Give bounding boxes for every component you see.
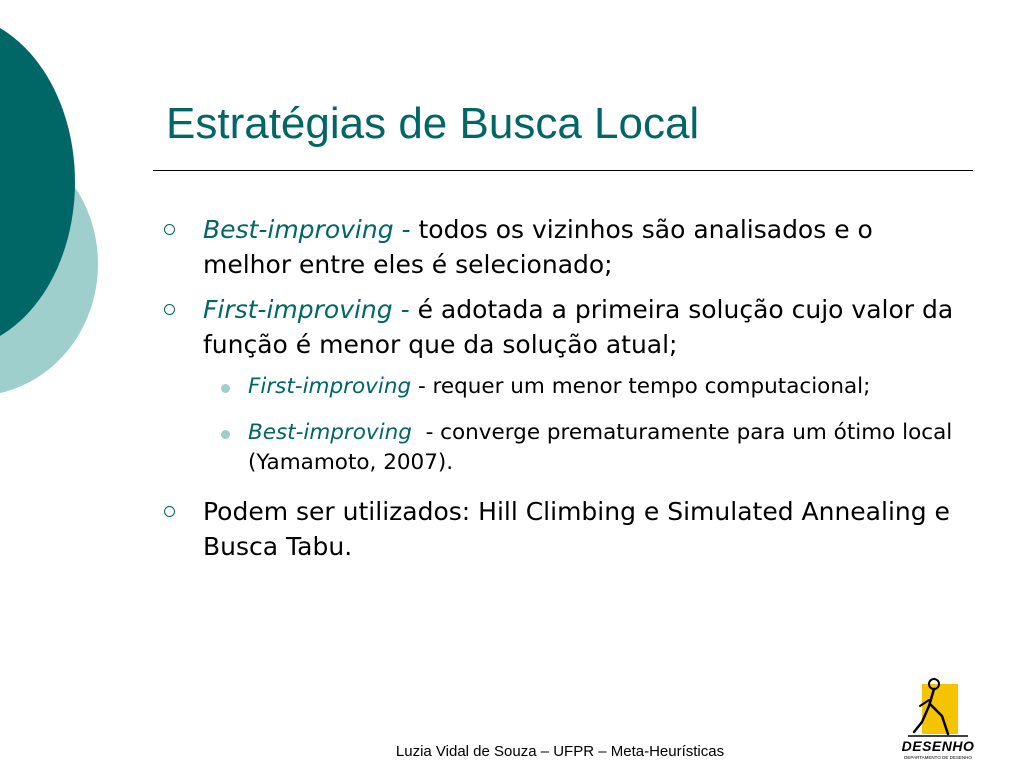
bullet-dot-icon [221, 384, 230, 393]
logo-figure-icon [898, 676, 978, 740]
bullet-text: todos os vizinhos são analisados e o melhor entre eles é selecionado; [203, 215, 873, 279]
bullet-text: Podem ser utilizados: Hill Climbing e Simulated Annealing e Busca Tabu. [203, 497, 950, 561]
bullet-ring-icon [164, 224, 175, 235]
sub-bullet-list [164, 372, 964, 478]
bullet-dot-icon [221, 430, 230, 439]
sub-bullet-term: First-improving [248, 374, 412, 399]
logo-subtitle: DEPARTAMENTO DE DESENHO [904, 755, 972, 760]
sub-bullet-first-improving [164, 372, 964, 402]
sub-bullet-text: - requer um menor tempo computacional; [411, 374, 871, 399]
bullet-term: First-improving - [203, 295, 410, 324]
bullet-best-improving [164, 212, 964, 282]
slide-content [164, 212, 964, 574]
bullet-ring-icon [164, 304, 175, 315]
slide-title: Estratégias de Busca Local [166, 99, 700, 148]
slide-footer: Luzia Vidal de Souza – UFPR – Meta-Heurísticas [395, 743, 725, 760]
bullet-first-improving [164, 292, 964, 362]
title-divider [153, 170, 973, 171]
bullet-term: Best-improving - [203, 215, 411, 244]
bullet-ring-icon [164, 506, 175, 517]
department-logo [898, 676, 978, 764]
bullet-algorithms [164, 494, 964, 564]
sub-bullet-term: Best-improving [248, 420, 412, 445]
sub-bullet-best-improving [164, 418, 964, 478]
sub-bullet-text: - converge prematuramente para um ótimo local (Yamamoto, 2007). [248, 420, 960, 475]
logo-name: DESENHO [901, 738, 975, 754]
bullet-text: é adotada a primeira solução cujo valor da função é menor que da solução atual; [203, 295, 954, 359]
